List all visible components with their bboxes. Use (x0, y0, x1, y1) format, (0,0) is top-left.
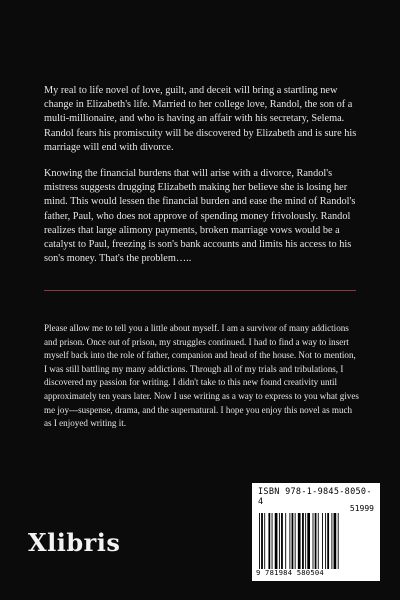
barcode-bar (307, 513, 310, 569)
barcode-bar (295, 513, 296, 569)
barcode-bar (298, 513, 301, 569)
barcode-bar (338, 513, 339, 569)
barcode-label (252, 483, 380, 581)
barcode-bar (289, 513, 290, 569)
about-author (44, 322, 360, 431)
barcode-bar (325, 513, 326, 569)
barcode-bar (313, 513, 314, 569)
publisher-logo: Xlibris (28, 528, 121, 557)
barcode-bar (331, 513, 332, 569)
barcode-bar (275, 513, 278, 569)
barcode-bar (305, 513, 306, 569)
section-divider (44, 290, 356, 291)
summary-paragraph-2: Knowing the financial burdens that will arise with a divorce, Randol's mistress suggests drugging Elizabeth making her believe she is losing her mind. This would lessen the financial burden and ease the mind of Randol's father, Paul, who does not approve of spending money frivolously. Randol realizes that large alimony payments, broken marriage vows would be a catalyst to Paul, freezing is son's bank accounts and limits his access to his son's money. That's the problem….. (44, 168, 356, 265)
barcode-bar (334, 513, 337, 569)
ean-digits: 9 781984 580504 (256, 568, 324, 577)
barcode-bar (272, 513, 273, 569)
barcode-bar (259, 513, 260, 569)
price-code: 51999 (349, 504, 374, 513)
barcode-bar (279, 513, 280, 569)
barcode-bar (315, 513, 317, 569)
barcode-bar (292, 513, 294, 569)
barcode-bar (281, 513, 283, 569)
barcode-bar (268, 513, 270, 569)
barcode-bar (327, 513, 329, 569)
barcode-bar (261, 513, 263, 569)
barcode-bar (302, 513, 304, 569)
barcode-bar (322, 513, 323, 569)
barcode-bars (258, 513, 374, 569)
summary-paragraph-1: My real to life novel of love, guilt, and deceit will bring a startling new change in Elizabeth's life. Married to her college love, Randol, the son of a multi-millionaire, and who is having an affair with his secretary, Selema. Randol fears his promiscuity will be discovered by Elizabeth and is sure his marriage will end with divorce. (44, 85, 357, 153)
barcode-bar (264, 513, 265, 569)
book-summary (44, 84, 362, 278)
barcode-bar (318, 513, 319, 569)
barcode-bar (285, 513, 286, 569)
isbn-text: ISBN 978-1-9845-8050-4 (258, 487, 372, 507)
about-author-text: Please allow me to tell you a little about myself. I am a survivor of many addictions and prison. Once out of prison, my struggles continued. I had to find a way to insert myself back into the role of father, companion and head of the house. Not to mention, I was still battling my many addictions. Through all of my trials and tribulations, I discovered my passion for writing. I didn't take to this new found creativity until approximately ten years later. Now I use writing as a way to express to you what gives me joy---suspense, drama, and the supernatural. I hope you enjoy this novel as much as I enjoyed writing it. (44, 323, 359, 429)
